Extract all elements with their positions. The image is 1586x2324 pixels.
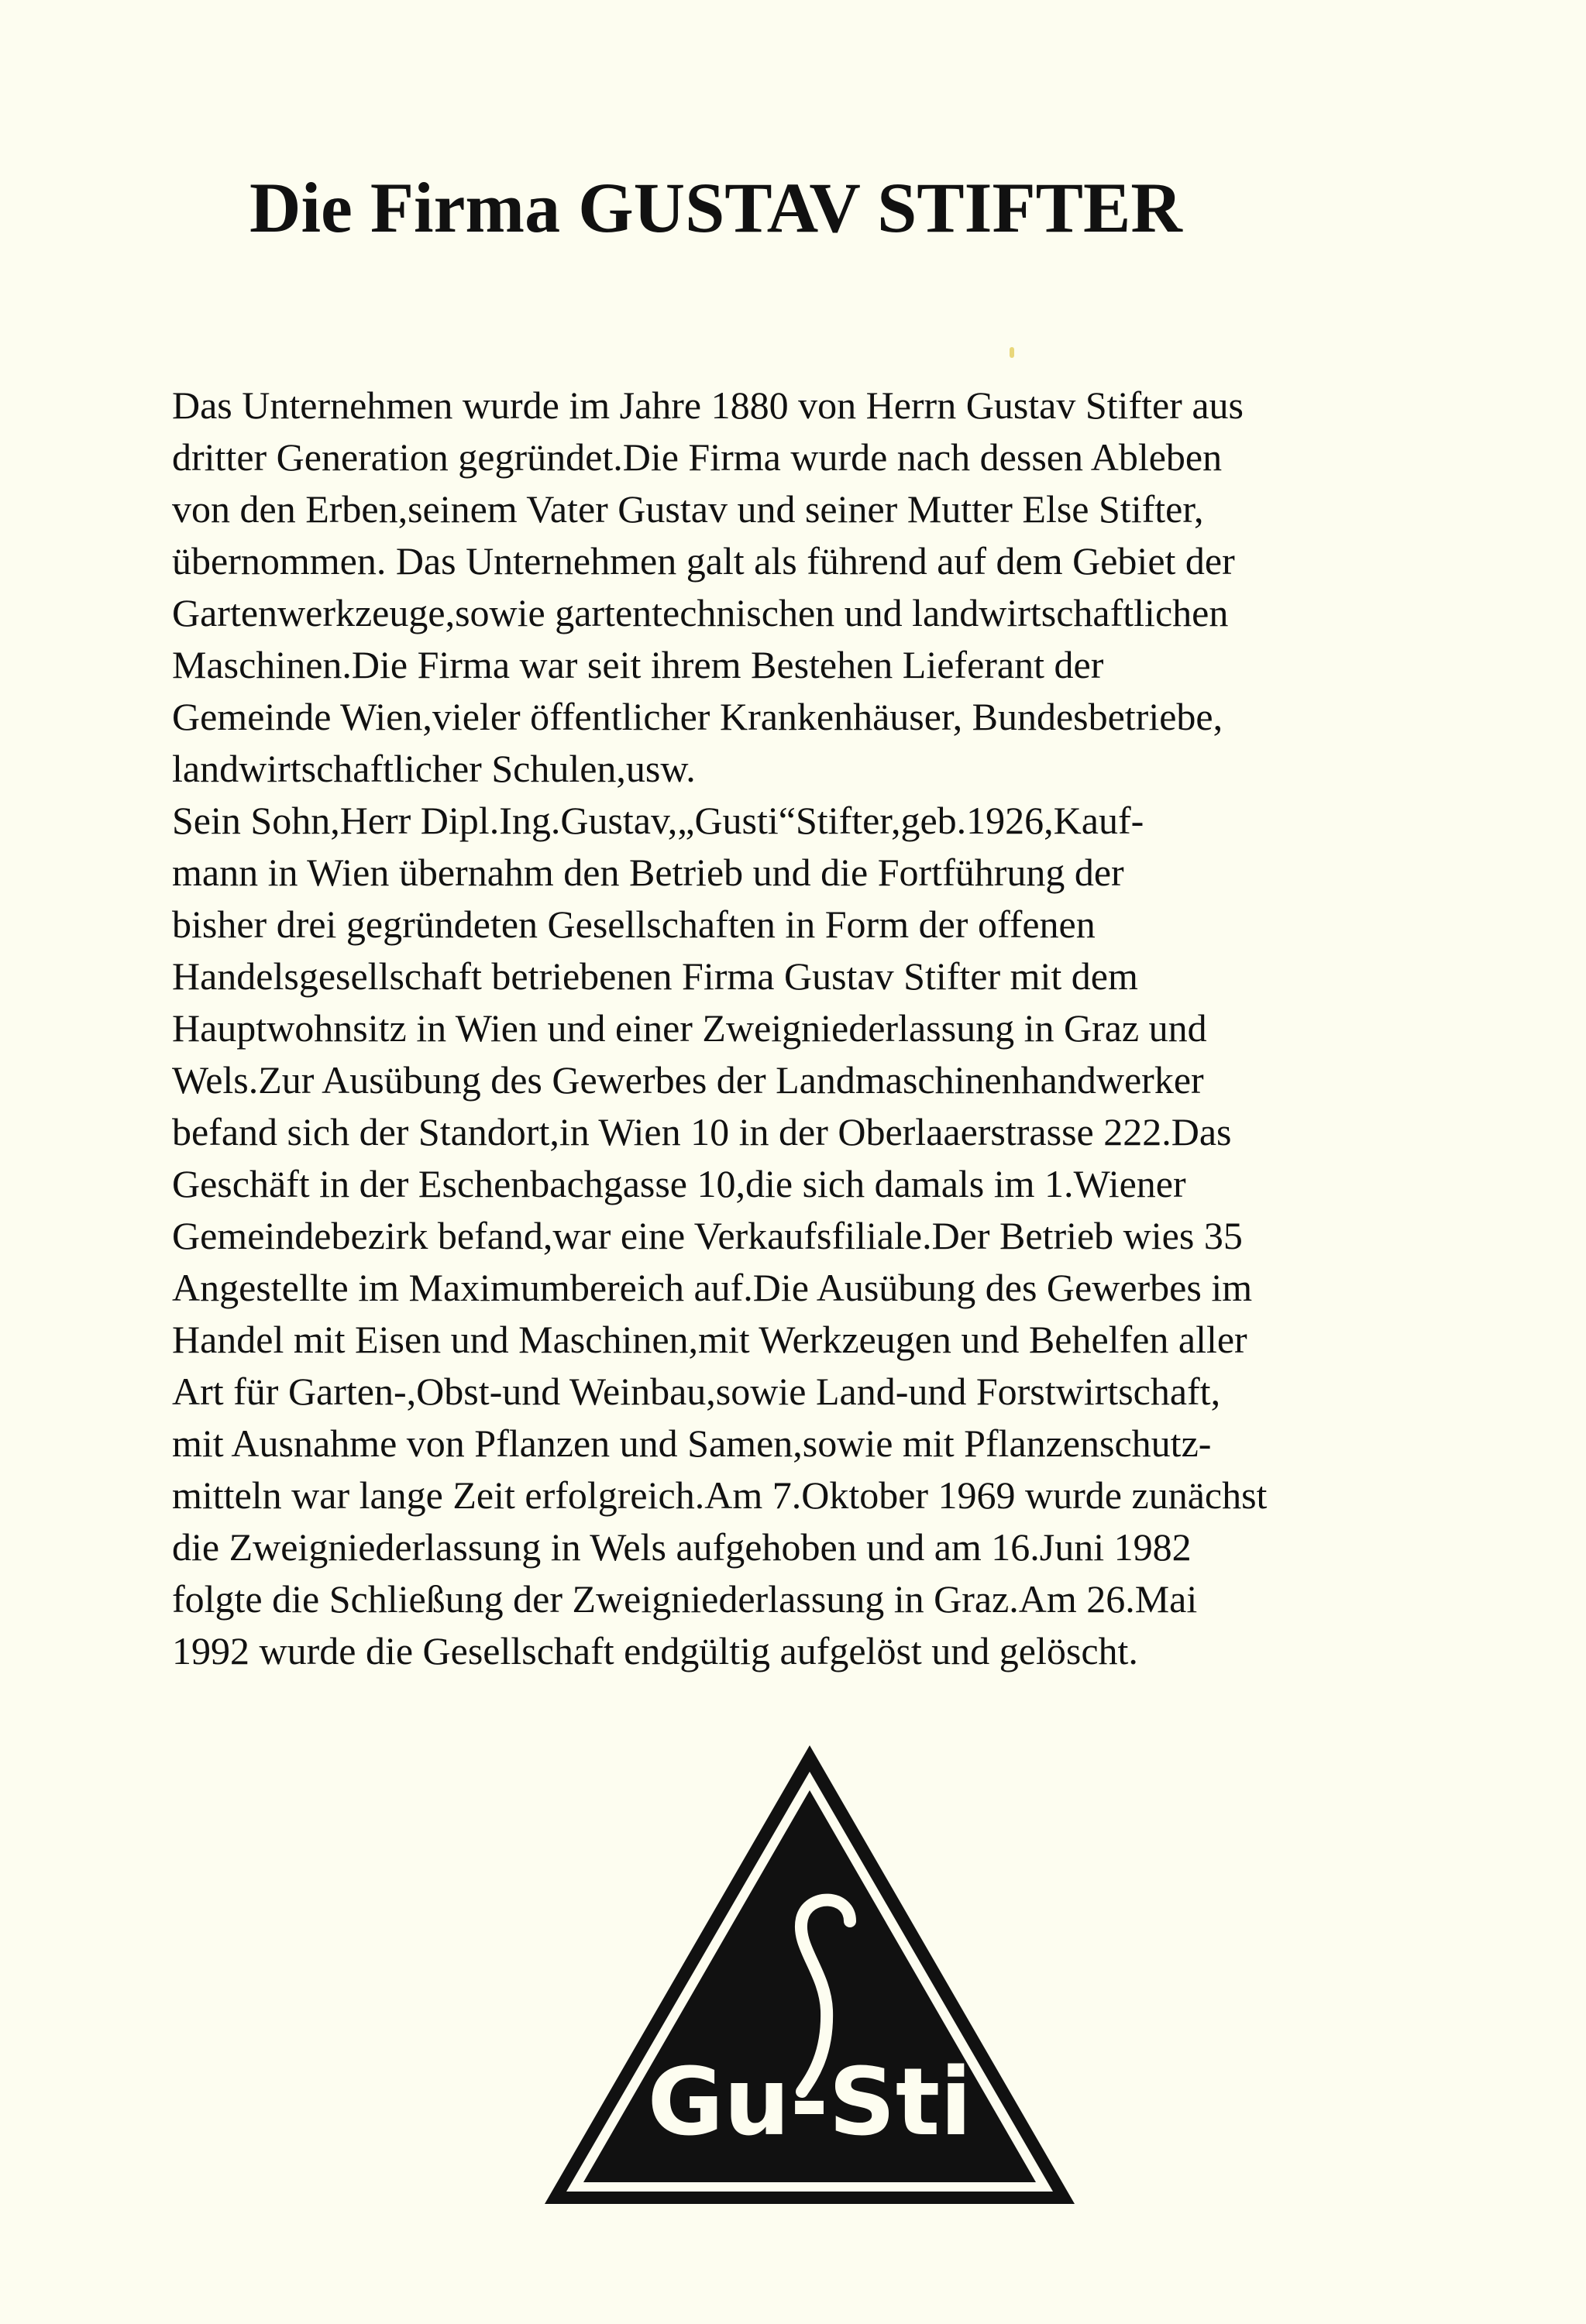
text-line: befand sich der Standort,in Wien 10 in der Oberlaaerstrasse 222.Das [172, 1110, 1232, 1153]
text-line: landwirtschaftlicher Schulen,usw. [172, 747, 696, 790]
text-line: dritter Generation gegründet.Die Firma wurde nach dessen Ableben [172, 435, 1223, 479]
text-line: folgte die Schließung der Zweigniederlassung in Graz.Am 26.Mai [172, 1577, 1198, 1621]
text-line: Maschinen.Die Firma war seit ihrem Bestehen Lieferant der [172, 643, 1104, 686]
text-line: übernommen. Das Unternehmen galt als führend auf dem Gebiet der [172, 539, 1235, 583]
text-line: Hauptwohnsitz in Wien und einer Zweigniederlassung in Graz und [172, 1006, 1207, 1050]
gusti-triangle-logo-icon [538, 1739, 1081, 2212]
page-title: Die Firma GUSTAV STIFTER [249, 168, 1182, 247]
text-line: Sein Sohn,Herr Dipl.Ing.Gustav,„Gusti“Stifter,geb.1926,Kauf- [172, 799, 1144, 842]
body-text [172, 380, 1489, 1677]
text-line: Handel mit Eisen und Maschinen,mit Werkzeugen und Behelfen aller [172, 1318, 1247, 1361]
text-line: Angestellte im Maximumbereich auf.Die Ausübung des Gewerbes im [172, 1266, 1253, 1309]
text-line: Wels.Zur Ausübung des Gewerbes der Landmaschinenhandwerker [172, 1058, 1204, 1102]
text-line: Gemeindebezirk befand,war eine Verkaufsfiliale.Der Betrieb wies 35 [172, 1214, 1243, 1257]
logo-text: Gu-Sti [647, 2049, 972, 2157]
text-line: von den Erben,seinem Vater Gustav und seiner Mutter Else Stifter, [172, 487, 1204, 531]
text-line: Das Unternehmen wurde im Jahre 1880 von Herrn Gustav Stifter aus [172, 383, 1244, 427]
text-line: Art für Garten-,Obst-und Weinbau,sowie Land-und Forstwirtschaft, [172, 1370, 1221, 1413]
text-line: bisher drei gegründeten Gesellschaften in Form der offenen [172, 902, 1096, 946]
text-line: mit Ausnahme von Pflanzen und Samen,sowie mit Pflanzenschutz- [172, 1422, 1212, 1465]
paper-speck [1010, 347, 1014, 358]
text-line: mann in Wien übernahm den Betrieb und die Fortführung der [172, 851, 1124, 894]
text-line: mitteln war lange Zeit erfolgreich.Am 7.Oktober 1969 wurde zunächst [172, 1473, 1268, 1517]
text-line: Handelsgesellschaft betriebenen Firma Gustav Stifter mit dem [172, 954, 1138, 998]
text-line: Gemeinde Wien,vieler öffentlicher Krankenhäuser, Bundesbetriebe, [172, 695, 1223, 738]
text-line: 1992 wurde die Gesellschaft endgültig aufgelöst und gelöscht. [172, 1629, 1138, 1673]
text-line: die Zweigniederlassung in Wels aufgehoben und am 16.Juni 1982 [172, 1525, 1192, 1569]
text-line: Gartenwerkzeuge,sowie gartentechnischen und landwirtschaftlichen [172, 591, 1229, 634]
text-line: Geschäft in der Eschenbachgasse 10,die sich damals im 1.Wiener [172, 1162, 1186, 1205]
